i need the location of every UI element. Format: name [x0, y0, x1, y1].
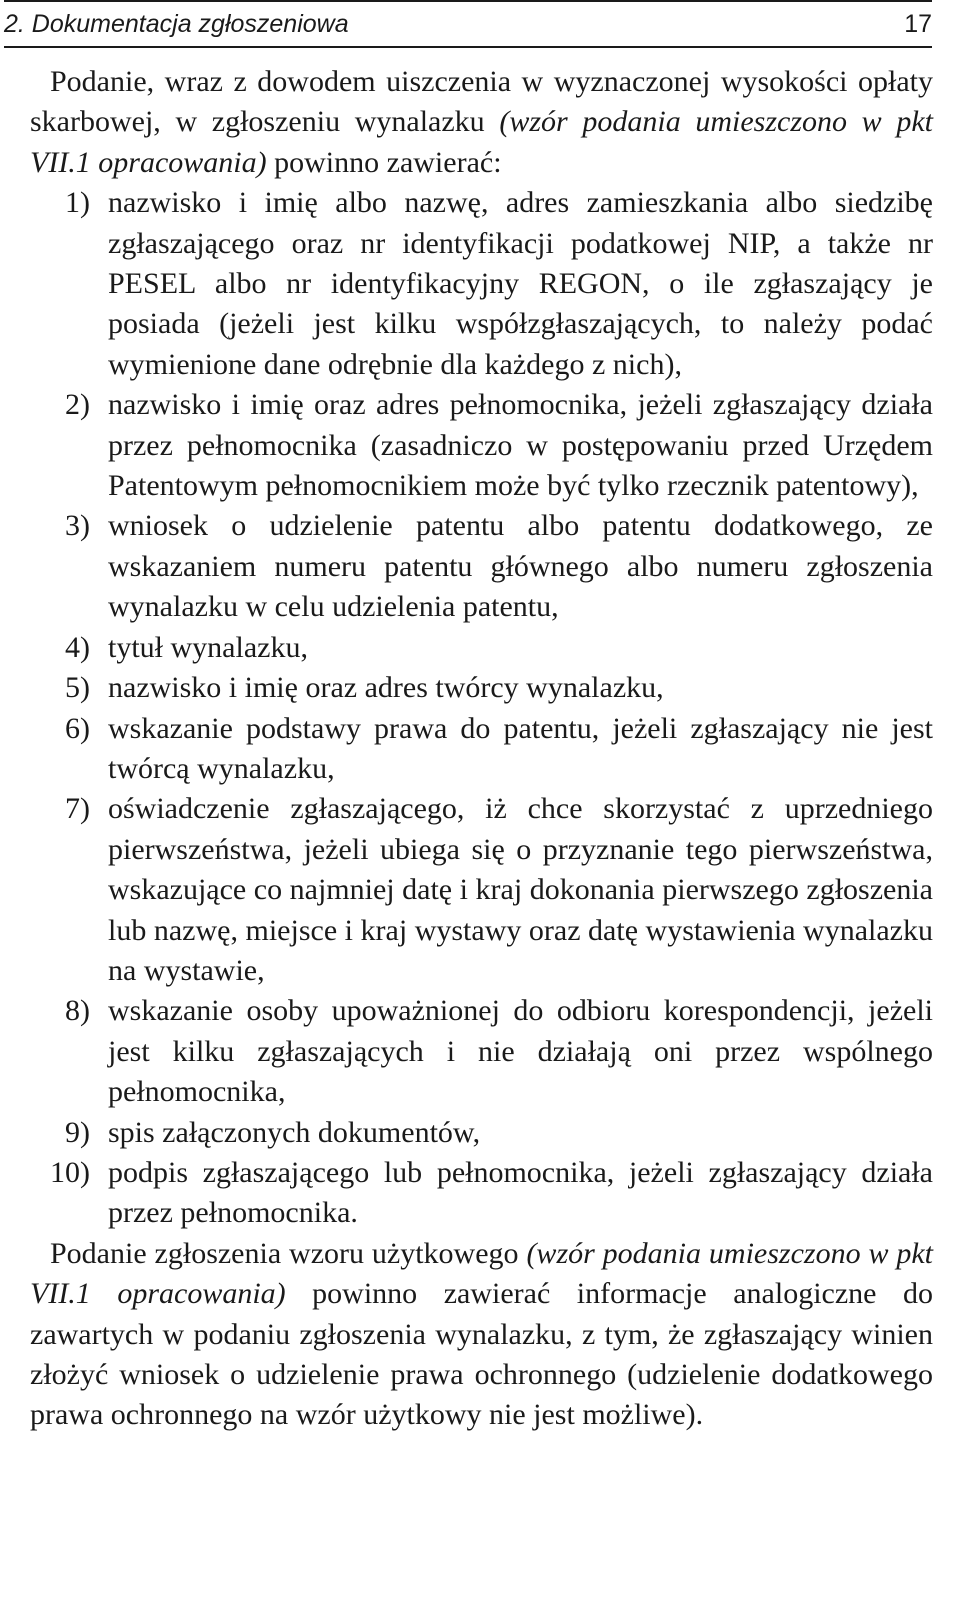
- list-item: [30, 1153, 933, 1234]
- list-item-number: 7): [65, 792, 90, 826]
- list-item: [30, 183, 933, 385]
- list-item-text: wskazanie podstawy prawa do patentu, jeżeli zgłaszający nie jest twórcą wynalazku,: [108, 711, 933, 785]
- intro-reference: (wzór podania umieszczono w pkt VII.1 opracowania): [30, 105, 934, 179]
- list-item: [30, 628, 933, 668]
- closing-reference: (wzór podania umieszczono w pkt VII.1 opracowania): [30, 1236, 934, 1311]
- list-item-number: 8): [65, 994, 90, 1028]
- list-item-number: 9): [65, 1115, 90, 1149]
- section-title: 2. Dokumentacja zgłoszeniowa: [4, 10, 349, 38]
- intro-text-end: powinno zawierać:: [266, 145, 502, 179]
- list-item: [30, 385, 933, 506]
- list-item-number: 5): [65, 671, 90, 705]
- list-item-text: oświadczenie zgłaszającego, iż chce skorzystać z uprzedniego pierwszeństwa, jeżeli ubiega się o przyznanie tego pierwszeństwa, wskazujące co najmniej datę i kraj dokonania pierwszego zgłoszenia lub nazwę, miejsce i kraj wystawy oraz datę wystawienia wynalazku na wystawie,: [108, 792, 933, 987]
- intro-text: Podanie, wraz z dowodem uiszczenia w wyznaczonej wysokości opłaty skarbowej, w zgłoszeniu wynalazku: [30, 65, 933, 139]
- list-item: [30, 668, 933, 708]
- list-item-text: nazwisko i imię albo nazwę, adres zamieszkania albo siedzibę zgłaszającego oraz nr identyfikacji podatkowej NIP, a także nr PESEL albo nr identyfikacyjny REGON, o ile zgłaszający je posiada (jeżeli jest kilku współzgłaszających, to należy podać wymienione dane odrębnie dla każdego z nich),: [108, 186, 933, 381]
- list-item-text: wniosek o udzielenie patentu albo patentu dodatkowego, ze wskazaniem numeru patentu głównego albo numeru zgłoszenia wynalazku w celu udzielenia patentu,: [108, 509, 933, 624]
- list-item: [30, 1113, 933, 1153]
- list-item-text: nazwisko i imię oraz adres twórcy wynalazku,: [108, 671, 664, 705]
- list-item-text: wskazanie osoby upoważnionej do odbioru korespondencji, jeżeli jest kilku zgłaszających i nie działają oni przez wspólnego pełnomocnika,: [108, 994, 933, 1109]
- list-item: [30, 789, 933, 991]
- closing-text-end: powinno zawierać informacje analogiczne do zawartych w podaniu zgłoszenia wynalazku, z tym, że zgłaszający winien złożyć wniosek o udzielenie prawa ochronnego (udzielenie dodatkowego prawa ochronnego na wzór użytkowy nie jest możliwe).: [30, 1277, 933, 1432]
- list-item-text: podpis zgłaszającego lub pełnomocnika, jeżeli zgłaszający działa przez pełnomocnika.: [108, 1155, 933, 1230]
- list-item: [30, 506, 933, 627]
- list-item-number: 3): [65, 509, 90, 543]
- list-item-number: 1): [65, 186, 90, 220]
- body-text: [30, 62, 933, 1436]
- list-item: [30, 709, 933, 790]
- closing-paragraph: [30, 1234, 933, 1436]
- requirements-list: [30, 183, 933, 1234]
- list-item-text: tytuł wynalazku,: [108, 630, 308, 664]
- list-item-number: 10): [50, 1155, 90, 1189]
- list-item-number: 6): [65, 711, 90, 745]
- page-number: 17: [904, 10, 932, 38]
- list-item-number: 4): [65, 630, 90, 664]
- list-item-text: nazwisko i imię oraz adres pełnomocnika, jeżeli zgłaszający działa przez pełnomocnika (zasadniczo w postępowaniu przed Urzędem Patentowym pełnomocnikiem może być tylko rzecznik patentowy),: [108, 388, 933, 503]
- intro-paragraph: [30, 62, 933, 183]
- closing-text: Podanie zgłoszenia wzoru użytkowego: [50, 1236, 527, 1270]
- list-item-number: 2): [65, 388, 90, 422]
- list-item: [30, 991, 933, 1112]
- running-header: [4, 0, 932, 48]
- list-item-text: spis załączonych dokumentów,: [108, 1115, 481, 1149]
